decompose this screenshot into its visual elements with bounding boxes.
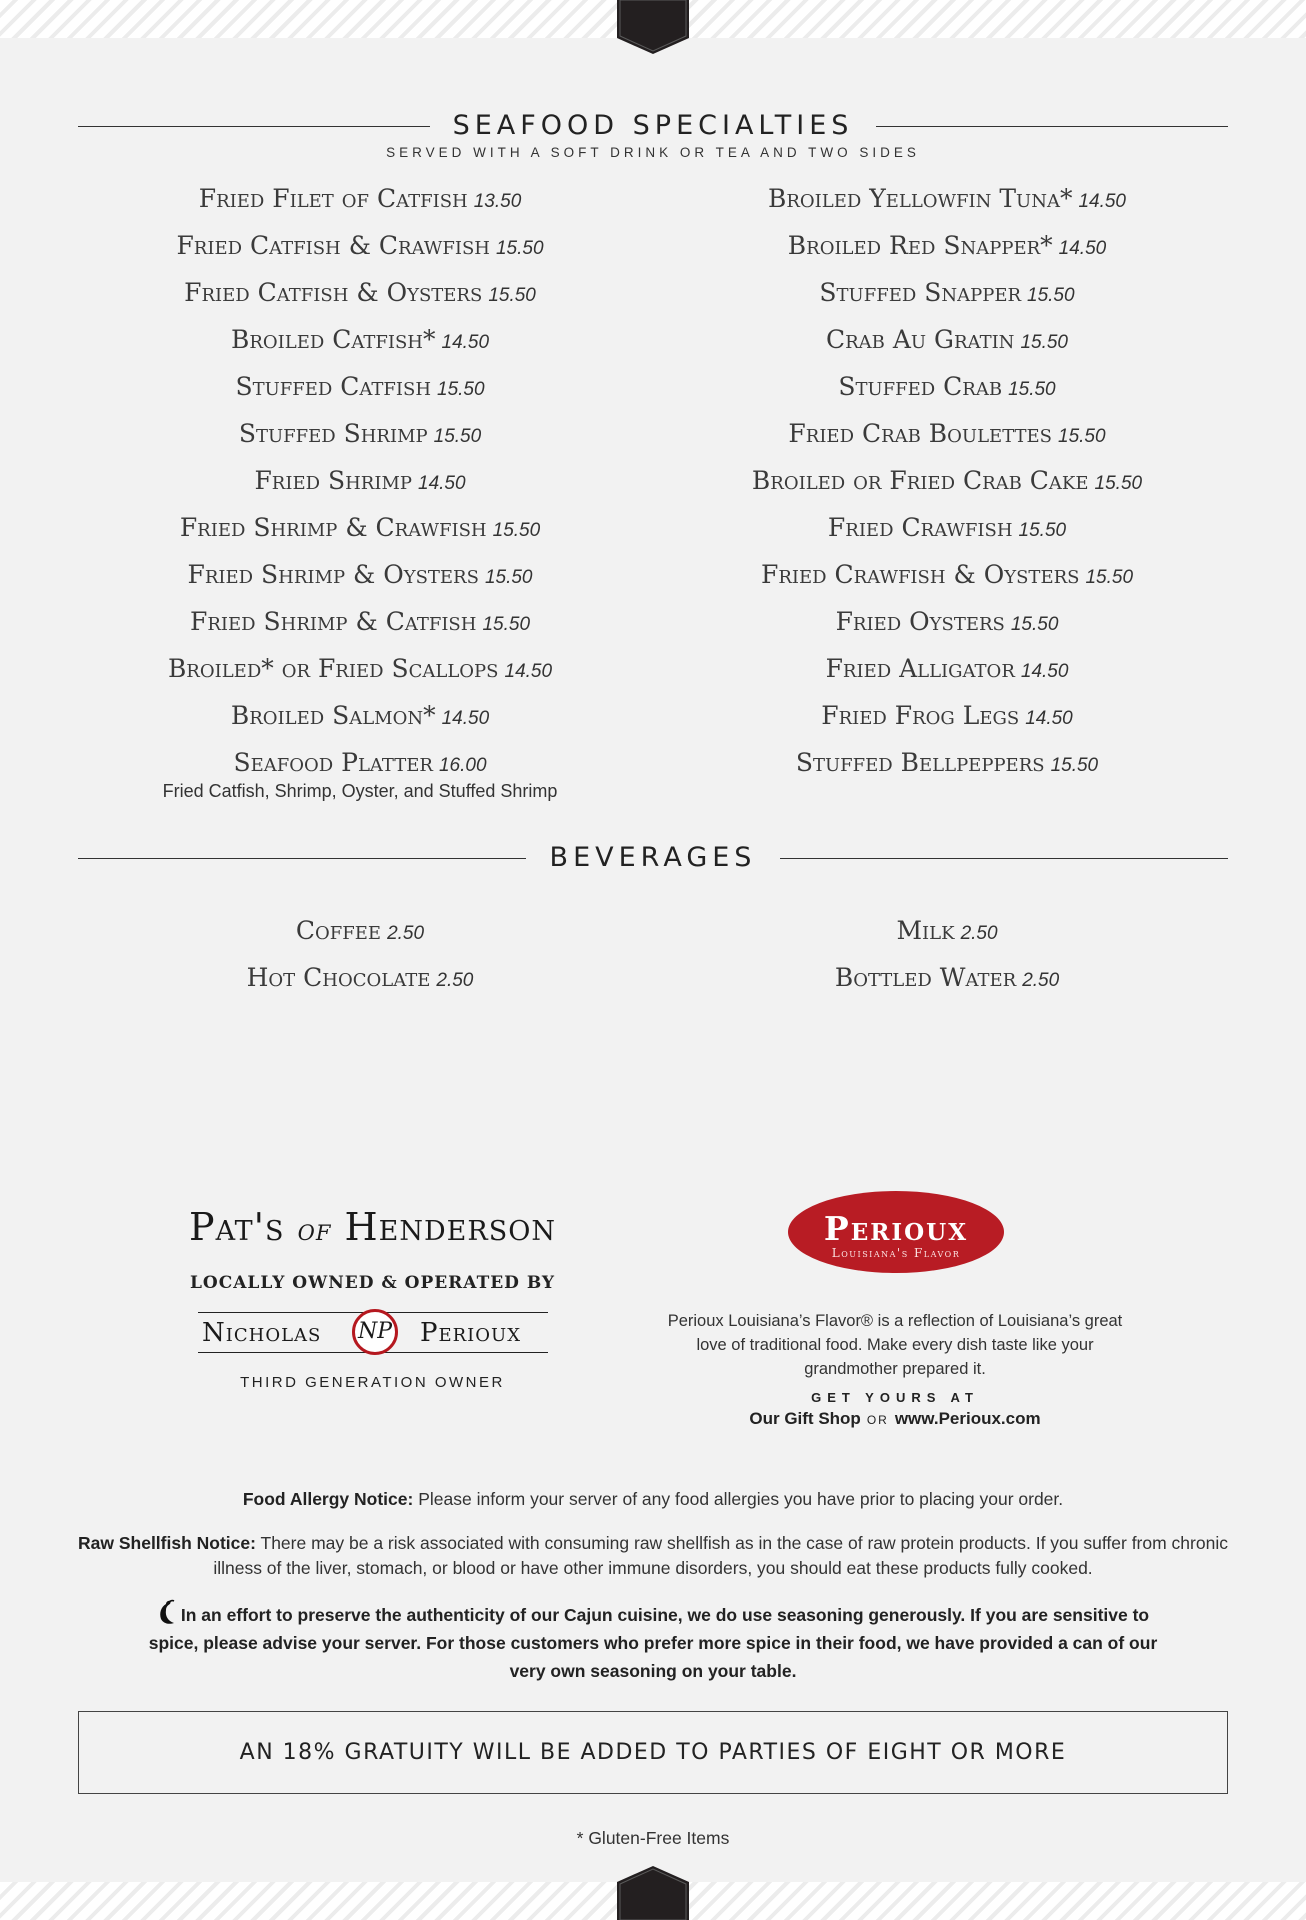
menu-item: [110, 558, 610, 605]
item-name: Bottled Water: [834, 963, 1017, 992]
menu-item: [700, 652, 1194, 699]
shop-line: [660, 1409, 1130, 1429]
pats-name-b: Henderson: [344, 1205, 556, 1249]
chili-pepper-icon: [157, 1599, 177, 1625]
item-price: 15.50: [1094, 473, 1143, 494]
menu-item: [700, 182, 1194, 229]
menu-item: [700, 746, 1194, 793]
menu-item: [110, 229, 610, 276]
item-price: 15.50: [1085, 567, 1134, 588]
menu-item: [110, 323, 610, 370]
perioux-tagline: Louisiana's Flavor: [831, 1246, 961, 1260]
bottom-tab-decoration: [617, 1866, 689, 1920]
menu-item: [110, 699, 610, 746]
menu-item: [110, 961, 610, 1008]
menu-item: [700, 511, 1194, 558]
or-label: OR: [866, 1413, 889, 1427]
item-price: 14.50: [1058, 238, 1107, 259]
menu-item: [110, 914, 610, 961]
food-allergy-notice: [78, 1487, 1228, 1512]
item-name: Broiled Yellowfin Tuna*: [767, 184, 1073, 213]
perioux-brand: Perioux: [823, 1209, 969, 1248]
pats-logo: [150, 1205, 595, 1249]
gratuity-text: AN 18% GRATUITY WILL BE ADDED TO PARTIES OF EIGHT OR MORE: [239, 1740, 1067, 1765]
item-price: 15.50: [437, 379, 485, 400]
perioux-description: Perioux Louisiana’s Flavor® is a reflection of Louisiana’s great love of traditional food. Make every dish taste like your grandmother prepared it.: [667, 1312, 1123, 1378]
item-price: 14.50: [441, 332, 490, 353]
item-name: Hot Chocolate: [246, 963, 431, 992]
item-price: 15.50: [1050, 755, 1099, 776]
shellfish-text: There may be a risk associated with consuming raw shellfish as in the case of raw protein products. If you suffer from chronic illness of the liver, stomach, or blood or have other immune disorders, you should eat these products fully cooked.: [213, 1533, 1228, 1578]
item-price: 15.50: [1020, 332, 1068, 353]
menu-item: [110, 276, 610, 323]
perioux-website: www.Perioux.com: [894, 1409, 1041, 1428]
item-price: 15.50: [488, 285, 536, 306]
beverages-right-column: [700, 914, 1194, 1008]
gluten-free-note: * Gluten-Free Items: [576, 1828, 730, 1848]
item-price: 15.50: [1008, 379, 1056, 400]
perioux-logo: [788, 1191, 1004, 1273]
seafood-title: SEAFOOD SPECIALTIES: [452, 110, 854, 141]
get-yours-label: GET YOURS AT: [811, 1390, 979, 1405]
allergy-label: Food Allergy Notice:: [242, 1489, 414, 1509]
menu-item: [110, 511, 610, 558]
seafood-right-column: [700, 182, 1194, 793]
item-name: Fried Crawfish & Oysters: [760, 560, 1080, 589]
item-name: Fried Shrimp & Crawfish: [179, 513, 487, 542]
item-price: 14.50: [1020, 661, 1069, 682]
item-price: 14.50: [441, 708, 490, 729]
item-name: Seafood Platter: [233, 748, 433, 777]
gift-shop-label: Our Gift Shop: [749, 1409, 861, 1428]
item-price: 15.50: [433, 426, 482, 447]
item-price: 14.50: [504, 661, 553, 682]
owner-name-block: [198, 1306, 548, 1364]
item-price: 2.50: [1022, 970, 1060, 991]
menu-item: [110, 605, 610, 652]
item-name: Fried Shrimp: [254, 466, 412, 495]
menu-item: [700, 417, 1194, 464]
item-name: Broiled* or Fried Scallops: [167, 654, 499, 683]
menu-item: [110, 652, 610, 699]
item-price: 2.50: [436, 970, 474, 991]
item-name: Milk: [896, 916, 955, 945]
item-name: Stuffed Shrimp: [238, 419, 428, 448]
beverages-title: BEVERAGES: [549, 842, 757, 873]
item-price: 15.50: [482, 614, 531, 635]
item-name: Broiled Salmon*: [230, 701, 436, 730]
shellfish-label: Raw Shellfish Notice:: [78, 1533, 256, 1553]
top-tab-decoration: [617, 0, 689, 54]
menu-item: [700, 276, 1194, 323]
item-name: Stuffed Bellpeppers: [795, 748, 1045, 777]
item-name: Broiled or Fried Crab Cake: [751, 466, 1089, 495]
owner-title: THIRD GENERATION OWNER: [240, 1374, 505, 1391]
beverages-left-column: [110, 914, 610, 1008]
item-price: 13.50: [473, 191, 522, 212]
item-price: 2.50: [960, 923, 998, 944]
item-name: Stuffed Snapper: [819, 278, 1022, 307]
item-price: 15.50: [1018, 520, 1067, 541]
item-name: Stuffed Catfish: [235, 372, 432, 401]
item-price: 15.50: [1058, 426, 1106, 447]
item-price: 15.50: [1027, 285, 1075, 306]
item-name: Stuffed Crab: [838, 372, 1003, 401]
item-name: Fried Crab Boulettes: [788, 419, 1053, 448]
item-name: Fried Frog Legs: [821, 701, 1020, 730]
item-price: 14.50: [418, 473, 466, 494]
gratuity-box: [78, 1711, 1228, 1794]
menu-item: [700, 464, 1194, 511]
menu-item: [110, 182, 610, 229]
item-price: 2.50: [387, 923, 425, 944]
owner-first-name: Nicholas: [202, 1318, 322, 1348]
item-price: 15.50: [495, 238, 544, 259]
spice-text: In an effort to preserve the authenticity of our Cajun cuisine, we do use seasoning generously. If you are sensitive to spice, please advise your server. For those customers who prefer more spice in their food, we have provided a can of our very own seasoning on your table.: [148, 1605, 1158, 1681]
item-name: Crab Au Gratin: [826, 325, 1015, 354]
item-price: 14.50: [1078, 191, 1126, 212]
beverages-header: [78, 840, 1228, 876]
item-name: Fried Filet of Catfish: [198, 184, 468, 213]
menu-item: [700, 699, 1194, 746]
item-name: Fried Catfish & Crawfish: [176, 231, 490, 260]
item-price: 15.50: [1010, 614, 1059, 635]
menu-item: [700, 370, 1194, 417]
seafood-header: [78, 108, 1228, 144]
owned-by-label: LOCALLY OWNED & OPERATED BY: [189, 1273, 556, 1293]
np-monogram-badge: NP: [352, 1309, 398, 1355]
seafood-left-column: [110, 182, 610, 802]
item-name: Coffee: [295, 916, 382, 945]
menu-item: [110, 464, 610, 511]
item-name: Broiled Red Snapper*: [787, 231, 1053, 260]
menu-item: [700, 961, 1194, 1008]
menu-item: [700, 323, 1194, 370]
seafood-subtitle: SERVED WITH A SOFT DRINK OR TEA AND TWO SIDES: [386, 145, 920, 160]
item-name: Fried Alligator: [825, 654, 1015, 683]
item-price: 16.00: [438, 755, 487, 776]
menu-item: [700, 914, 1194, 961]
item-name: Fried Crawfish: [827, 513, 1013, 542]
menu-item: [700, 229, 1194, 276]
spice-notice: [130, 1599, 1176, 1685]
item-price: 15.50: [484, 567, 533, 588]
allergy-text: Please inform your server of any food allergies you have prior to placing your order.: [418, 1489, 1064, 1509]
owner-last-name: Perioux: [420, 1318, 522, 1348]
raw-shellfish-notice: [78, 1531, 1228, 1581]
item-name: Fried Shrimp & Catfish: [189, 607, 477, 636]
menu-item: [110, 417, 610, 464]
menu-item: [110, 370, 610, 417]
menu-item: [700, 605, 1194, 652]
pats-name-a: Pat's: [189, 1205, 285, 1249]
item-name: Broiled Catfish*: [230, 325, 436, 354]
item-name: Fried Catfish & Oysters: [184, 278, 483, 307]
platter-note: Fried Catfish, Shrimp, Oyster, and Stuffed Shrimp: [162, 781, 558, 801]
item-name: Fried Shrimp & Oysters: [187, 560, 479, 589]
item-name: Fried Oysters: [835, 607, 1005, 636]
menu-item: [700, 558, 1194, 605]
item-price: 14.50: [1025, 708, 1073, 729]
item-price: 15.50: [492, 520, 541, 541]
pats-name-of: of: [297, 1213, 332, 1248]
